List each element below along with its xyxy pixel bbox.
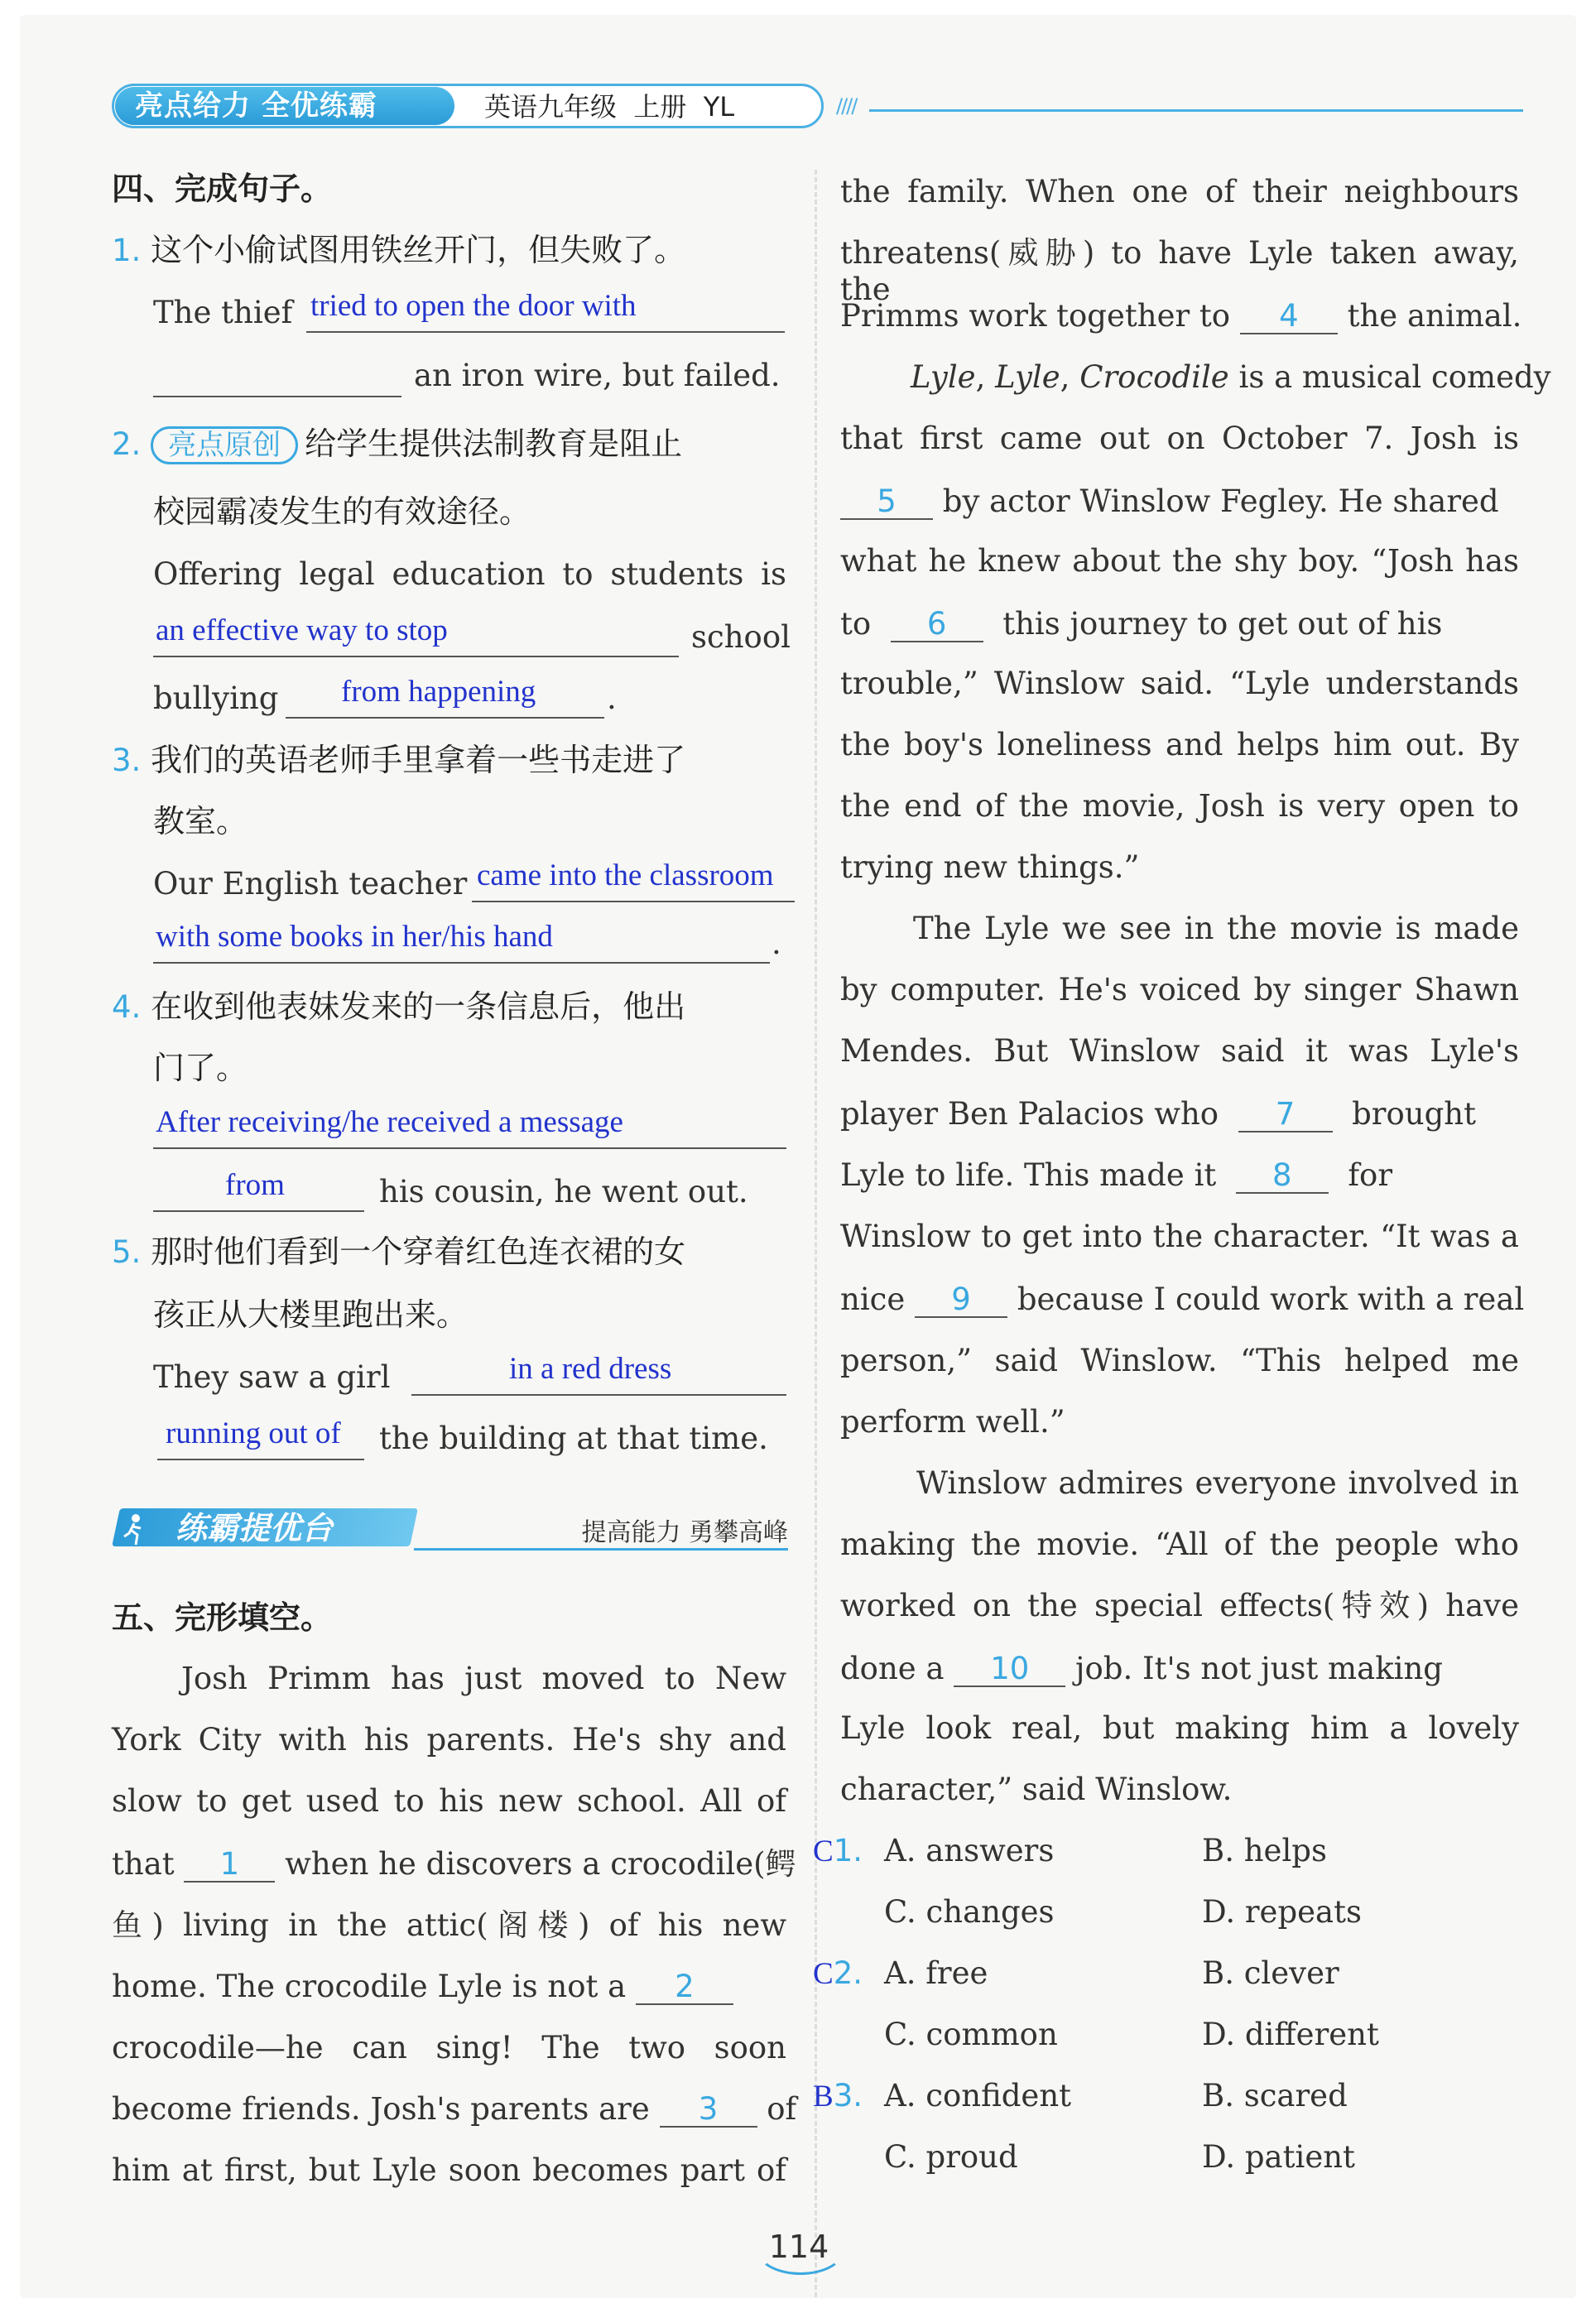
passage-right-line-22 (840, 1157, 1392, 1194)
blank-4[interactable]: 4 (1240, 300, 1338, 334)
passage-right-line-9a: by actor Winslow Fegley. He shared (942, 483, 1499, 519)
q4-cn1: 在收到他表妹发来的一条信息后，他出 (151, 988, 686, 1025)
passage-right-line-35: character,” said Winslow. (840, 1772, 1233, 1807)
q4-answer2: from (225, 1168, 285, 1202)
q3-answer2: with some books in her/his hand (156, 920, 553, 954)
page-header (112, 84, 824, 132)
banner-rule (414, 1548, 788, 1551)
q5-line1 (112, 1233, 685, 1271)
passage-left-line-6 (112, 1969, 733, 2005)
q3-cn1: 我们的英语老师手里拿着一些书走进了 (151, 742, 686, 778)
blank-2[interactable]: 2 (636, 1970, 733, 2005)
passage-right-line-20 (840, 1096, 1476, 1132)
option-2a[interactable]: A. free (884, 1955, 988, 1991)
title-comma-2: , (1060, 359, 1080, 395)
q4-answer1: After receiving/he received a message (156, 1105, 623, 1139)
header-rule (869, 109, 1523, 112)
q4-blank2[interactable] (153, 1210, 364, 1212)
passage-right-line-24: Winslow to get into the character. “It was a (840, 1219, 1519, 1254)
option-3c[interactable]: C. proud (884, 2139, 1018, 2175)
option-1b[interactable]: B. helps (1202, 1833, 1327, 1868)
option-3b[interactable]: B. scared (1202, 2078, 1348, 2113)
header-slashes: //// (836, 94, 857, 118)
q1-blank1[interactable] (306, 331, 785, 333)
blank-6[interactable]: 6 (891, 608, 983, 642)
passage-right-line-1: threatens(威胁) to have Lyle taken away, the (840, 235, 1519, 307)
q3-number: 3. (112, 743, 142, 778)
section5-title: 五、完形填空。 (112, 1599, 333, 1636)
blank-10[interactable]: 10 (954, 1652, 1065, 1687)
passage-right-line-25b: because I could work with a real (1017, 1282, 1525, 1317)
passage-right-line-0: the family. When one of their neighbours (840, 174, 1519, 209)
option-row-1 (813, 1833, 863, 1870)
q3-blank2[interactable] (153, 962, 770, 964)
passage-left-line-3 (112, 1846, 796, 1883)
passage-right-line-9 (840, 483, 1499, 520)
header-brand: 亮点给力 全优练霸 (115, 87, 454, 125)
passage-right-line-13: trouble,” Winslow said. “Lyle understands (840, 666, 1519, 701)
q3-blank1[interactable] (472, 901, 795, 902)
blank-8[interactable]: 8 (1236, 1159, 1329, 1194)
passage-left-line-8b: of (767, 2091, 797, 2127)
passage-right-line-22b: for (1348, 1157, 1393, 1193)
q5-blank1[interactable] (411, 1394, 786, 1396)
passage-left-line-10: him at first, but Lyle soon becomes part of (112, 2152, 786, 2188)
title-word-3: Crocodile (1079, 359, 1229, 395)
q5-answer1: in a red dress (509, 1352, 672, 1386)
q1-post: an iron wire, but failed. (414, 358, 781, 393)
passage-left-line-7: crocodile—he can sing! The two soon (112, 2030, 786, 2065)
blank-7[interactable]: 7 (1238, 1098, 1333, 1132)
passage-left-line-0: Josh Primm has just moved to New (181, 1661, 786, 1696)
section-banner (116, 1505, 788, 1555)
q2-blank1[interactable] (153, 656, 679, 657)
option-2b[interactable]: B. clever (1202, 1955, 1339, 1991)
passage-right-line-32 (840, 1651, 1443, 1687)
banner-title: 练霸提优台 (175, 1510, 334, 1546)
option-number-3: 3. (833, 2078, 863, 2113)
q2-line1 (112, 426, 682, 464)
page-number: 114 (768, 2229, 829, 2265)
q4-cn2: 门了。 (153, 1050, 248, 1086)
option-1a[interactable]: A. answers (884, 1833, 1055, 1868)
passage-right-line-28: perform well.” (840, 1404, 1065, 1440)
q5-pre: They saw a girl (153, 1359, 391, 1395)
option-2c[interactable]: C. common (884, 2017, 1058, 2052)
q3-cn2: 教室。 (153, 803, 248, 839)
q5-post: the building at that time. (379, 1421, 768, 1456)
passage-right-line-15: the end of the movie, Josh is very open to (840, 788, 1519, 824)
passage-left-line-1: York City with his parents. He's shy and (112, 1722, 786, 1758)
page-background (20, 15, 1576, 2298)
passage-right-line-25 (840, 1282, 1524, 1318)
option-2d[interactable]: D. different (1202, 2017, 1379, 2052)
option-row-3 (813, 2078, 863, 2115)
blank-3[interactable]: 3 (660, 2093, 757, 2128)
q2-mid: school (691, 619, 791, 655)
q4-number: 4. (112, 989, 142, 1025)
passage-left-line-2: slow to get used to his new school. All of (112, 1783, 786, 1819)
title-word-2: Lyle (995, 359, 1060, 395)
passage-right-line-4b: is a musical comedy (1238, 359, 1551, 395)
option-1c[interactable]: C. changes (884, 1894, 1055, 1930)
passage-right-line-11a: to (840, 606, 872, 642)
q2-pre2: bullying (153, 680, 279, 716)
option-1d[interactable]: D. repeats (1202, 1894, 1362, 1930)
section4-title: 四、完成句子。 (112, 171, 333, 207)
blank-1[interactable]: 1 (184, 1848, 275, 1883)
passage-right-line-20b: brought (1352, 1096, 1476, 1132)
passage-right-line-4 (911, 359, 1551, 396)
q2-answer2: from happening (341, 675, 536, 709)
option-row-2 (813, 1955, 863, 1993)
passage-right-line-25a: nice (840, 1282, 906, 1317)
passage-right-line-17: The Lyle we see in the movie is made (913, 911, 1519, 946)
passage-right-line-20a: player Ben Palacios who (840, 1096, 1219, 1132)
q2-number: 2. (112, 426, 142, 462)
q1-pre: The thief (153, 295, 293, 330)
passage-right-line-2b: the animal. (1347, 298, 1522, 334)
passage-right-line-30: making the movie. “All of the people who (840, 1527, 1519, 1562)
blank-5[interactable]: 5 (840, 485, 933, 520)
passage-right-line-2a: Primms work together to (840, 298, 1231, 334)
passage-right-line-18: by computer. He's voiced by singer Shawn (840, 972, 1519, 1007)
q2-en1: Offering legal education to students is (153, 556, 786, 592)
passage-left-line-3a: that (112, 1846, 175, 1882)
option-number-1: 1. (833, 1833, 863, 1868)
answer-mark-1: C (813, 1835, 834, 1868)
passage-left-line-8a: become friends. Josh's parents are (112, 2091, 650, 2127)
passage-right-line-32b: job. It's not just making (1075, 1651, 1443, 1686)
q1-number: 1. (112, 233, 142, 268)
q1-blank2[interactable] (153, 396, 401, 397)
answer-mark-3: B (813, 2080, 834, 2113)
passage-right-line-11b: this journey to get out of his (1002, 606, 1443, 642)
q4-post: his cousin, he went out. (379, 1174, 748, 1209)
q2-end: . (607, 680, 617, 716)
passage-right-line-14: the boy's loneliness and helps him out. By (840, 727, 1519, 762)
q3-end: . (772, 926, 781, 961)
title-word-1: Lyle (911, 359, 976, 395)
q5-blank2[interactable] (157, 1459, 364, 1460)
passage-right-line-16: trying new things.” (840, 849, 1140, 885)
passage-right-line-8: that first came out on October 7. Josh is (840, 421, 1519, 456)
q2-cn1: 给学生提供法制教育是阻止 (305, 426, 683, 462)
passage-right-line-10: what he knew about the shy boy. “Josh has (840, 543, 1519, 579)
q1-cn (112, 232, 685, 269)
passage-right-line-22a: Lyle to life. This made it (840, 1157, 1217, 1193)
title-comma-1: , (975, 359, 996, 395)
passage-left-line-3b: when he discovers a crocodile(鳄 (285, 1846, 796, 1882)
passage-left-line-5: 鱼) living in the attic(阁楼) of his new (112, 1907, 786, 1943)
option-number-2: 2. (833, 1955, 863, 1991)
banner-subtitle: 提高能力 勇攀高峰 (581, 1518, 788, 1547)
q5-number: 5. (112, 1234, 142, 1270)
passage-right-line-27: person,” said Winslow. “This helped me (840, 1343, 1519, 1378)
passage-right-line-34: Lyle look real, but making him a lovely (840, 1710, 1519, 1746)
q5-answer2: running out of (166, 1416, 341, 1450)
option-3d[interactable]: D. patient (1202, 2139, 1355, 2175)
q4-line1 (112, 988, 685, 1026)
q3-line1 (112, 742, 685, 779)
q5-cn2: 孩正从大楼里跑出来。 (153, 1296, 469, 1333)
passage-left-line-8 (112, 2091, 796, 2128)
passage-right-line-31: worked on the special effects(特效) have (840, 1588, 1519, 1623)
answer-mark-2: C (813, 1957, 834, 1991)
passage-right-line-11 (840, 606, 1442, 642)
passage-right-line-19: Mendes. But Winslow said it was Lyle's (840, 1033, 1519, 1069)
q2-blank2[interactable] (286, 717, 604, 719)
q4-blank1[interactable] (153, 1147, 786, 1149)
option-3a[interactable]: A. confident (884, 2078, 1072, 2113)
passage-left-line-6a: home. The crocodile Lyle is not a (112, 1969, 627, 2004)
passage-right-line-2 (840, 298, 1521, 334)
q3-pre: Our English teacher (153, 866, 468, 902)
original-badge: 亮点原创 (151, 426, 298, 464)
header-book-title: 英语九年级 上册 YL (484, 91, 735, 123)
runner-icon (121, 1513, 146, 1546)
q1-cn-text: 这个小偷试图用铁丝开门，但失败了。 (151, 232, 686, 268)
q1-answer1: tried to open the door with (310, 289, 637, 323)
q5-cn1: 那时他们看到一个穿着红色连衣裙的女 (151, 1233, 686, 1270)
q2-cn2: 校园霸凌发生的有效途径。 (153, 493, 531, 530)
passage-right-line-32a: done a (840, 1651, 945, 1686)
blank-9[interactable]: 9 (915, 1283, 1007, 1318)
passage-right-line-29: Winslow admires everyone involved in (916, 1465, 1519, 1501)
q2-answer1: an effective way to stop (156, 613, 448, 647)
q3-answer1: came into the classroom (477, 858, 774, 892)
